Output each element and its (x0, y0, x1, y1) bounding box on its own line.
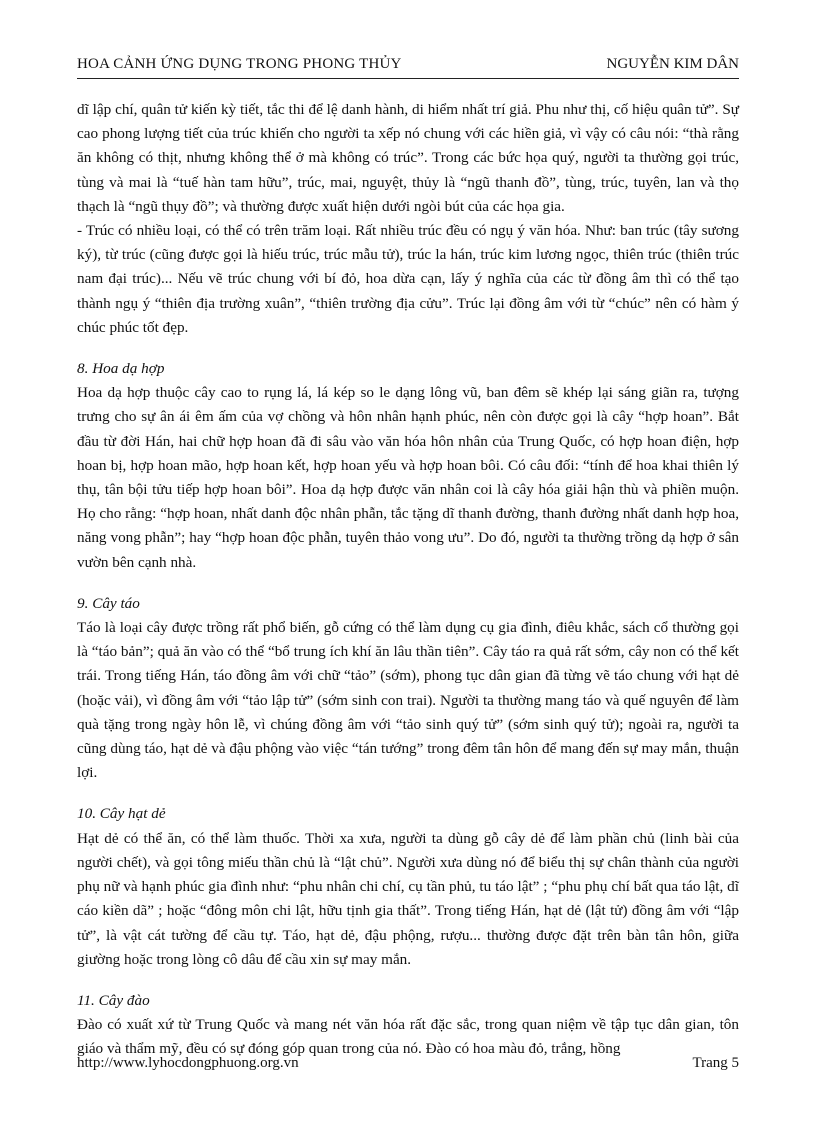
page-content (77, 98, 739, 1062)
page-number: Trang 5 (692, 1055, 739, 1071)
section-body-cay-tao: Táo là loại cây được trồng rất phổ biến, gỗ cứng có thể làm dụng cụ gia đình, điêu khắc, sách cổ thường gọi là “táo bản”; quả ăn vào có thể “bổ trung ích khí ăn lâu thần tiên”. Cây táo ra quả rất sớm, cây non có thể kết trái. Trong tiếng Hán, táo đồng âm với chữ “tảo” (sớm), phong tục dân gian đã từng vẽ táo chung với hạt dẻ (hoặc vải), vì đồng âm với “tảo lập tử” (sớm sinh con trai). Người ta thường mang táo và quế nguyên để làm quà tặng trong ngày hôn lễ, vì chúng đồng âm với “tảo sinh quý tử” (sớm sinh quý tử); ngoài ra, người ta cũng dùng táo, hạt dẻ và đậu phộng vào việc “tán tướng” trong đêm tân hôn để mang đến sự may mắn, thuận lợi. (77, 619, 739, 782)
section-title-cay-tao: 9. Cây táo (77, 594, 140, 612)
intro-paragraph-1: dĩ lập chí, quân tử kiến kỳ tiết, tắc thi để lệ danh hành, di hiểm nhất trí giả. Phu như thị, cố hiệu quân tử”. Sự cao phong lượng tiết của trúc khiến cho người ta xếp nó chung với các hiền giả, vì vậy có câu nói: “thà rằng ăn không có thịt, nhưng không thể ở mà không có trúc”. Trong các bức họa quý, người ta thường gọi trúc, tùng và mai là “tuế hàn tam hữu”, trúc, mai, nguyệt, thủy là “ngũ thanh đồ”, tùng, trúc, tuyên, lan và thọ thạch là “ngũ thụy đồ”; và thường được xuất hiện dưới ngòi bút của các họa gia. (77, 101, 739, 215)
section-title-hoa-da-hop: 8. Hoa dạ hợp (77, 360, 165, 378)
section-title-cay-dao: 11. Cây đào (77, 991, 150, 1009)
section-body-cay-hat-de: Hạt dẻ có thể ăn, có thể làm thuốc. Thời xa xưa, người ta dùng gỗ cây dẻ để làm phần chủ (linh bài của người chết), và gọi tông miếu thần chủ là “lật chủ”. Người xưa dùng nó để biểu thị sự chân thành của người phụ nữ và hạnh phúc gia đình như: “phu nhân chi chí, cụ tần phủ, tu táo lật” ; “phu phụ chí bất qua táo lật, dĩ cáo kiền dã” ; hoặc “đông môn chi lật, hữu tịnh gia thất”. Trong tiếng Hán, hạt dẻ (lật tử) đồng âm với “lập tử”, là vật cát tường để cầu tự. Táo, hạt dẻ, đậu phộng, rượu... thường được đặt trên bàn tân hôn, giữa giường hoặc trong lòng cô dâu để cầu xin sự may mắn. (77, 829, 739, 968)
section-title-cay-hat-de: 10. Cây hạt dẻ (77, 805, 166, 823)
header-title: HOA CẢNH ỨNG DỤNG TRONG PHONG THỦY (77, 56, 402, 72)
footer-url-link[interactable]: http://www.lyhocdongphuong.org.vn (77, 1055, 299, 1071)
intro-paragraph-2: - Trúc có nhiều loại, có thể có trên trăm loại. Rất nhiều trúc đều có ngụ ý văn hóa. Như: ban trúc (tây sương ký), từ trúc (cũng được gọi là hiếu trúc, trúc mẫu tử), trúc la hán, trúc kim lương ngọc, thiên trúc (thiên trúc nam đại trúc)... Nếu vẽ trúc chung với bí đỏ, hoa dừa cạn, lấy ý nghĩa của các từ đồng âm thì có thể tạo thành ngụ ý “thiên địa trường xuân”, “thiên trường địa cửu”. Trúc lại đồng âm với từ “chúc” nên có hàm ý chúc phúc tốt đẹp. (77, 222, 739, 336)
header-author: NGUYỄN KIM DÂN (606, 56, 739, 72)
section-body-hoa-da-hop: Hoa dạ hợp thuộc cây cao to rụng lá, lá kép so le dạng lông vũ, ban đêm sẽ khép lại sáng giãn ra, tượng trưng cho sự ân ái êm ấm của vợ chồng và hôn nhân hạnh phúc, nên còn được gọi là cây “hợp hoan”. Bắt đầu từ đời Hán, hai chữ hợp hoan đã đi sâu vào văn hóa hôn nhân của Trung Quốc, có hợp hoan điện, hợp hoan bị, hợp hoan mão, hợp hoan kết, hợp hoan yếu và hợp hoan bôi. Có câu đối: “tính để hoa khai thiên lý thụ, tân bội tửu tiếp hợp hoan bôi”. Hoa dạ hợp được văn nhân coi là cây hóa giải hận thù và phiền muộn. Họ cho rằng: “hợp hoan, nhất danh độc nhân phẫn, tắc tặng dĩ thanh đường, thanh đường nhất danh hợp hoa, năng vong phẫn”; hay “hợp hoan độc phẫn, tuyên thảo vong ưu”. Do đó, người ta thường trồng dạ hợp ở sân vườn bên cạnh nhà. (77, 384, 739, 571)
section-body-cay-dao: Đào có xuất xứ từ Trung Quốc và mang nét văn hóa rất đặc sắc, trong quan niệm về tập tục dân gian, tôn giáo và thẩm mỹ, đều có sự đóng góp quan trong của nó. Đào có hoa màu đỏ, trắng, hồng (77, 1016, 739, 1058)
page-header (77, 52, 739, 79)
